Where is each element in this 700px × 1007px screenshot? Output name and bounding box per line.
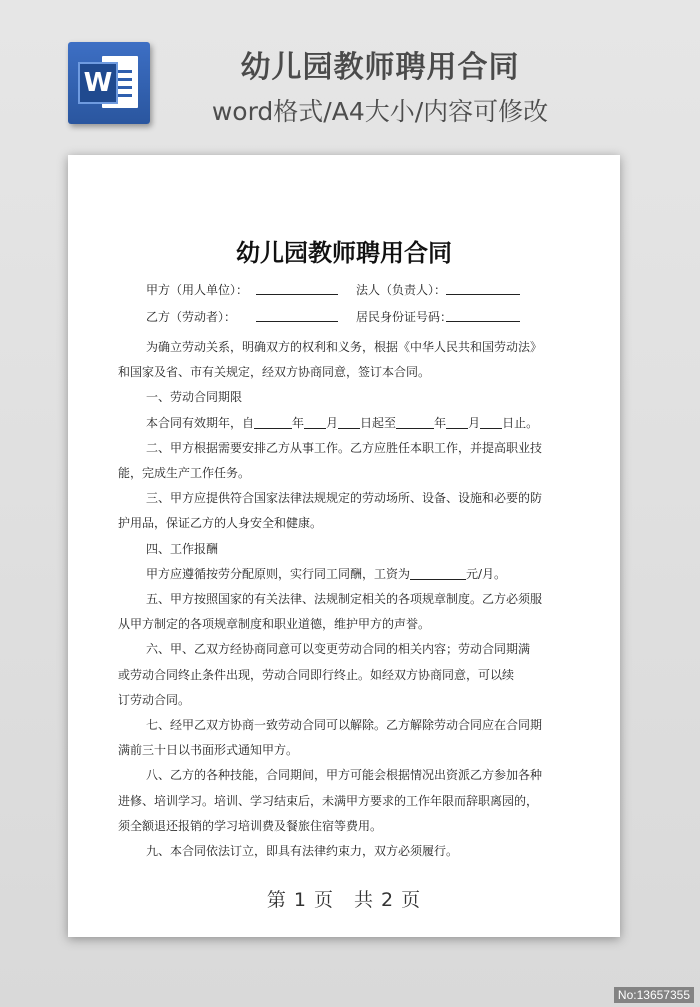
party-b-label: 乙方（劳动者）： — [146, 310, 237, 324]
legal-rep-blank[interactable] — [446, 294, 520, 295]
word-document-icon — [68, 42, 150, 124]
section-4-heading: 四、工作报酬 — [146, 541, 219, 556]
party-a-row — [146, 281, 546, 308]
section-2-line-2: 能，完成生产工作任务。 — [118, 466, 251, 481]
year-label: 年 — [292, 415, 305, 430]
word-letter: W — [78, 62, 118, 104]
salary-blank[interactable] — [410, 567, 466, 580]
header-title: 幼儿园教师聘用合同 — [240, 50, 520, 85]
section-3-line-2: 护用品，保证乙方的人身安全和健康。 — [118, 516, 323, 531]
section-5-line-1: 五、甲方按照国家的有关法律、法规制定相关的各项规章制度。乙方必须服 — [146, 592, 543, 607]
section-7-line-2: 满前三十日以书面形式通知甲方。 — [118, 743, 299, 758]
document-title: 幼儿园教师聘用合同 — [236, 238, 452, 267]
stock-id-label: No:13657355 — [614, 987, 694, 1003]
day-label: 日起至 — [360, 415, 397, 430]
legal-rep-label: 法人（负责人）： — [356, 283, 447, 297]
salary-prefix: 甲方应遵循按劳分配原则，实行同工同酬，工资为 — [146, 566, 411, 581]
id-number-label: 居民身份证号码： — [356, 310, 453, 324]
start-year-blank[interactable] — [254, 416, 292, 429]
party-b-row — [146, 308, 546, 335]
page-indicator: 第 1 页 共 2 页 — [266, 889, 422, 911]
section-6-line-2: 或劳动合同终止条件出现，劳动合同即行终止。如经双方协商同意，可以续 — [118, 667, 515, 682]
section-8-line-3: 须全额退还报销的学习培训费及餐旅住宿等费用。 — [118, 818, 383, 833]
section-8-line-2: 进修、培训学习。培训、学习结束后，未满甲方要求的工作年限而辞职离园的， — [118, 793, 539, 808]
section-2-line-1: 二、甲方根据需要安排乙方从事工作。乙方应胜任本职工作，并提高职业技 — [146, 440, 543, 455]
section-8-line-1: 八、乙方的各种技能，合同期间，甲方可能会根据情况出资派乙方参加各种 — [146, 768, 543, 783]
end-day-blank[interactable] — [480, 416, 502, 429]
salary-line — [146, 562, 546, 587]
section-7-line-1: 七、经甲乙双方协商一致劳动合同可以解除。乙方解除劳动合同应在合同期 — [146, 718, 543, 733]
end-year-blank[interactable] — [396, 416, 434, 429]
salary-suffix: 元/月。 — [466, 566, 507, 581]
party-a-label: 甲方（用人单位）： — [146, 283, 249, 297]
preview-header — [0, 0, 700, 150]
year-label: 年 — [434, 415, 447, 430]
term-prefix: 本合同有效期年，自 — [146, 415, 255, 430]
term-line — [146, 411, 546, 436]
section-9-line: 九、本合同依法订立，即具有法律约束力，双方必须履行。 — [146, 844, 459, 859]
month-label: 月 — [468, 415, 481, 430]
start-day-blank[interactable] — [338, 416, 360, 429]
document-page — [68, 155, 620, 937]
end-month-blank[interactable] — [446, 416, 468, 429]
id-number-blank[interactable] — [446, 321, 520, 322]
document-body — [118, 281, 546, 864]
section-6-line-1: 六、甲、乙双方经协商同意可以变更劳动合同的相关内容；劳动合同期满 — [146, 642, 531, 657]
section-6-line-3: 订劳动合同。 — [118, 692, 191, 707]
month-label: 月 — [326, 415, 339, 430]
section-5-line-2: 从甲方制定的各项规章制度和职业道德，维护甲方的声誉。 — [118, 617, 431, 632]
party-a-blank[interactable] — [256, 294, 338, 295]
header-subtitle: word格式/A4大小/内容可修改 — [211, 97, 549, 126]
start-month-blank[interactable] — [304, 416, 326, 429]
intro-line-1: 为确立劳动关系，明确双方的权利和义务，根据《中华人民共和国劳动法》 — [146, 340, 543, 354]
section-3-line-1: 三、甲方应提供符合国家法律法规规定的劳动场所、设备、设施和必要的防 — [146, 491, 543, 506]
section-1-heading: 一、劳动合同期限 — [146, 390, 243, 405]
party-b-blank[interactable] — [256, 321, 338, 322]
intro-line-2: 和国家及省、市有关规定，经双方协商同意，签订本合同。 — [118, 365, 431, 380]
day-label: 日止。 — [502, 415, 539, 430]
